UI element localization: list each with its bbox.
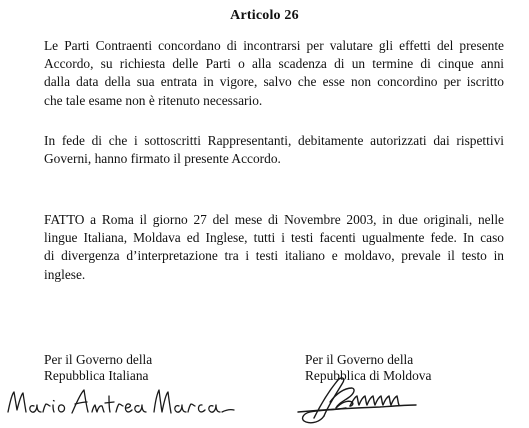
paragraph-line: lingue Italiana, Moldava ed Inglese, tutti i testi facenti ugualmente fede. In caso — [44, 230, 504, 246]
paragraph-line: di divergenza d’interpretazione tra i testi italiano e moldavo, prevale il testo in — [44, 248, 504, 264]
paragraph-line: dalla data della sua entrata in vigore, salvo che esse non concordino per iscritto — [44, 74, 504, 90]
signature-block-italy — [44, 352, 152, 384]
paragraph-line: FATTO a Roma il giorno 27 del mese di Novembre 2003, in due originali, nelle — [44, 212, 504, 227]
signature-caption-line: Per il Governo della — [305, 352, 414, 367]
signature-caption-line: Per il Governo della — [44, 352, 153, 367]
paragraph-line: In fede di che i sottoscritti Rappresentanti, debitamente autorizzati dai rispettivi — [44, 133, 504, 148]
handwritten-signature-italy — [4, 382, 240, 422]
signature-caption-line: Repubblica di Moldova — [305, 368, 432, 383]
paragraph-line: inglese. — [44, 266, 86, 282]
handwritten-signature-moldova — [290, 372, 426, 426]
paragraph-line: Accordo, su richiesta delle Parti o alla scadenza di un termine di cinque anni — [44, 56, 504, 72]
paragraph-evaluation — [44, 37, 504, 110]
signature-caption-line: Repubblica Italiana — [44, 368, 149, 383]
paragraph-line: Governi, hanno firmato il presente Accordo. — [44, 151, 281, 167]
article-title: Articolo 26 — [230, 8, 299, 23]
paragraph-line: Le Parti Contraenti concordano di incontrarsi per valutare gli effetti del presente — [44, 38, 504, 53]
paragraph-done-at — [44, 211, 504, 284]
paragraph-witness — [44, 132, 504, 168]
paragraph-line: che tale esame non è ritenuto necessario. — [44, 92, 263, 108]
